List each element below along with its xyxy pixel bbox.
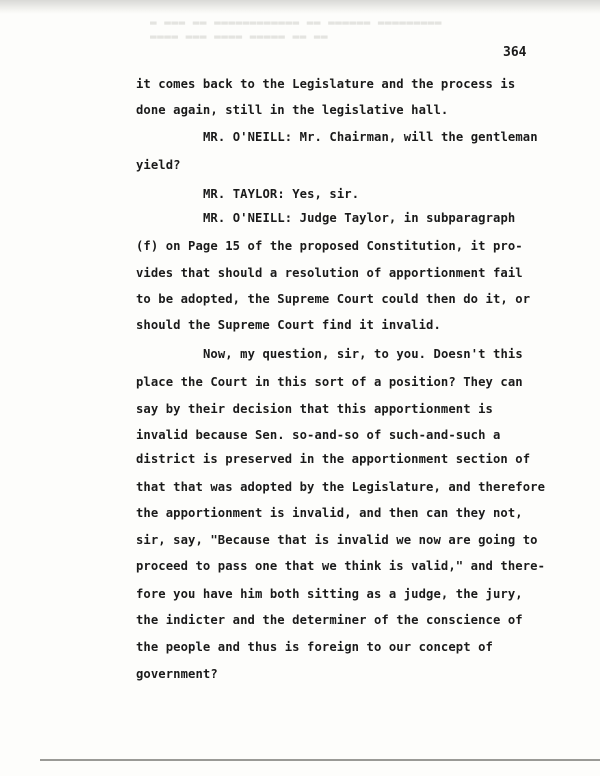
- text-line: the indicter and the determiner of the conscience of: [136, 613, 523, 627]
- bleed-through-text: ▬ ▬▬▬ ▬▬ ▬▬▬▬▬▬▬▬▬▬▬▬ ▬▬ ▬▬▬▬▬▬ ▬▬▬▬▬▬▬▬▬ ▬▬▬▬ ▬▬▬ ▬▬▬▬ ▬▬▬▬▬ ▬▬ ▬▬: [150, 16, 443, 43]
- text-line: should the Supreme Court find it invalid.: [136, 318, 441, 332]
- text-line: say by their decision that this apportionment is: [136, 402, 493, 416]
- scan-top-edge: [0, 0, 600, 14]
- text-line: vides that should a resolution of apportionment fail: [136, 266, 523, 280]
- text-line: proceed to pass one that we think is valid," and there-: [136, 559, 546, 573]
- text-line: that that was adopted by the Legislature, and therefore: [136, 480, 546, 494]
- text-line: invalid because Sen. so-and-so of such-and-such a: [136, 428, 501, 442]
- text-line: Now, my question, sir, to you. Doesn't this: [203, 347, 523, 361]
- text-line: fore you have him both sitting as a judge, the jury,: [136, 587, 523, 601]
- text-line: district is preserved in the apportionment section of: [136, 452, 531, 466]
- text-line: the people and thus is foreign to our concept of: [136, 640, 493, 654]
- text-line: yield?: [136, 158, 181, 172]
- text-line: sir, say, "Because that is invalid we now are going to: [136, 533, 538, 547]
- text-line: place the Court in this sort of a position? They can: [136, 375, 523, 389]
- text-line: the apportionment is invalid, and then can they not,: [136, 506, 523, 520]
- text-line: to be adopted, the Supreme Court could then do it, or: [136, 292, 531, 306]
- text-line: it comes back to the Legislature and the process is: [136, 77, 516, 91]
- scan-bottom-edge: [40, 759, 600, 761]
- page-number: 364: [503, 45, 527, 60]
- text-line: MR. O'NEILL: Judge Taylor, in subparagraph: [203, 211, 516, 225]
- text-line: (f) on Page 15 of the proposed Constitution, it pro-: [136, 239, 523, 253]
- text-line: MR. O'NEILL: Mr. Chairman, will the gentleman: [203, 130, 538, 144]
- text-line: government?: [136, 667, 218, 681]
- text-line: done again, still in the legislative hall.: [136, 103, 449, 117]
- text-line: MR. TAYLOR: Yes, sir.: [203, 187, 360, 201]
